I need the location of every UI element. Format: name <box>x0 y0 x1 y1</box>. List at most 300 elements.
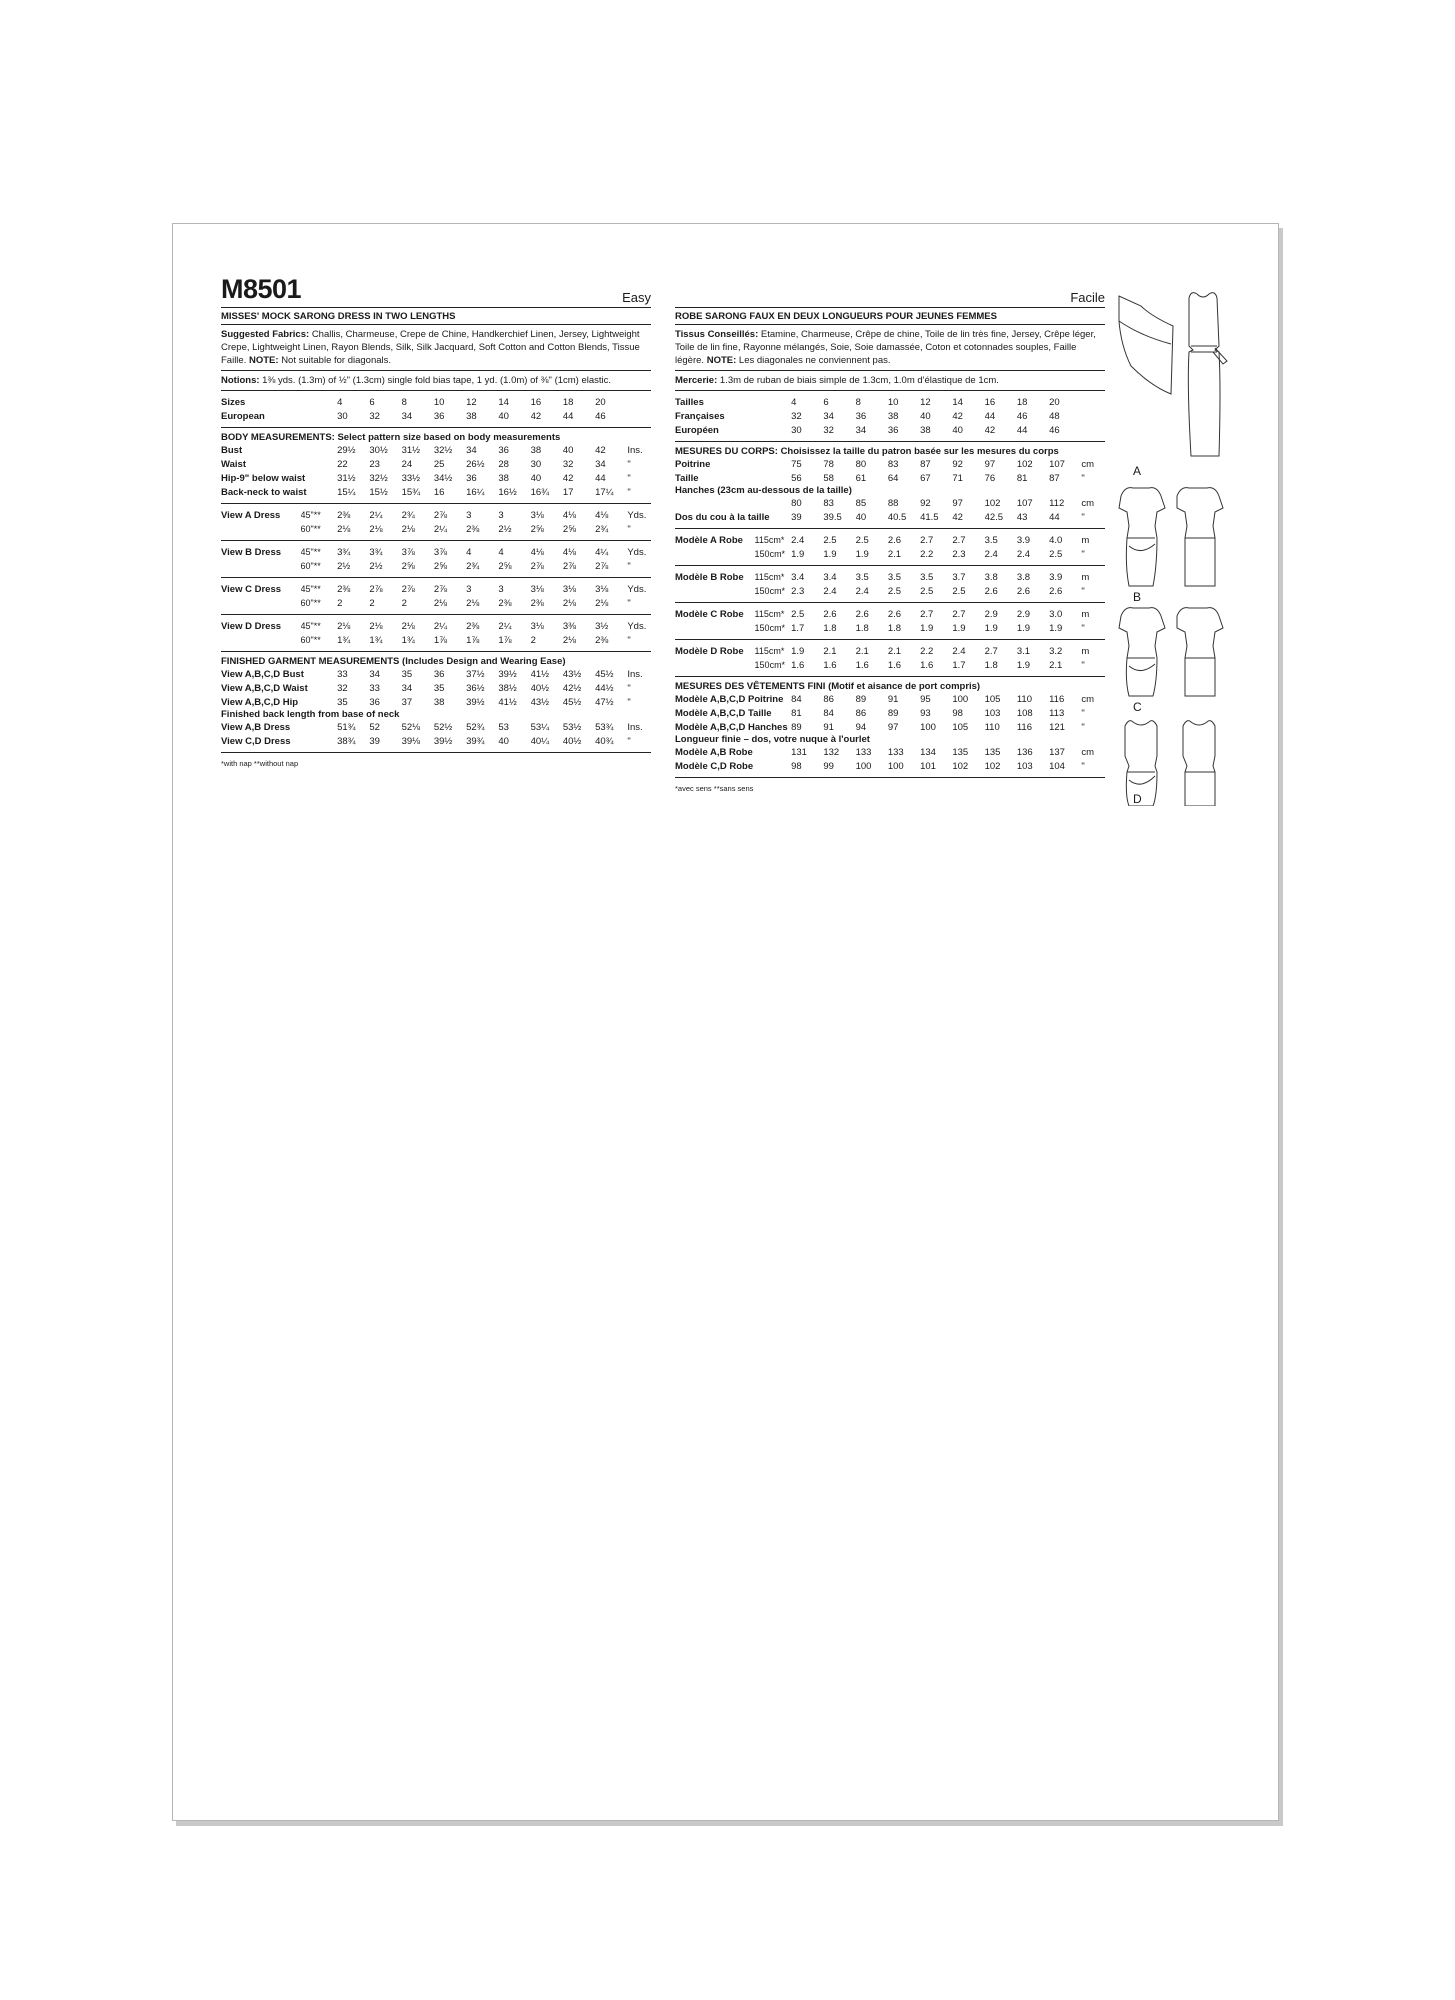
unit-cell: Yds. <box>627 583 647 595</box>
table-cell: 2⅝ <box>562 523 577 535</box>
table-cell: 2⅝ <box>498 560 512 572</box>
table-cell: 17¼ <box>595 486 614 498</box>
row-label: View A,B,C,D Hip <box>221 696 299 708</box>
table-cell: 2.7 <box>952 534 966 546</box>
table-cell: 4⅛ <box>595 509 609 521</box>
table-cell: 14 <box>498 396 509 408</box>
table-cell: 30½ <box>369 444 388 456</box>
notions-text: 1⅜ yds. (1.3m) of ½" (1.3cm) single fold bias tape, 1 yd. (1.0m) of ⅜" (1cm) elastic. <box>262 375 612 386</box>
table-cell: 32 <box>562 458 574 470</box>
table-cell: 2.5 <box>1049 548 1063 560</box>
table-cell: 1.8 <box>855 622 869 634</box>
table-cell: 133 <box>887 746 904 758</box>
table-cell: 1.6 <box>887 659 902 671</box>
table-cell: 45½ <box>562 696 582 708</box>
unit-cell: " <box>1081 760 1085 772</box>
table-cell: 2⅜ <box>337 509 351 521</box>
table-cell: 38 <box>466 410 477 422</box>
table-cell: 48 <box>1049 410 1060 422</box>
table-cell: 44 <box>1049 511 1060 523</box>
table-cell: 2.5 <box>823 534 837 546</box>
table-cell: 3.0 <box>1049 608 1063 620</box>
body-measurements-section-fr <box>675 446 1105 529</box>
table-row <box>675 533 1105 547</box>
fabric-width: 60"** <box>300 598 321 608</box>
table-cell: 2⅛ <box>401 523 415 535</box>
finished-measurements-title-fr: MESURES DES VÊTEMENTS FINI (Motif et aisance de port compris) <box>675 681 981 692</box>
table-cell: 1¾ <box>369 634 383 646</box>
table-cell: 1.9 <box>920 622 934 634</box>
table-cell: 2⅝ <box>530 523 544 535</box>
table-cell: 22 <box>337 458 348 470</box>
table-cell: 2.5 <box>920 585 934 597</box>
view-a-front-drawing <box>1188 293 1227 456</box>
unit-cell: cm <box>1081 693 1095 705</box>
table-row <box>221 443 651 457</box>
table-row <box>675 745 1105 759</box>
unit-cell <box>627 409 651 423</box>
sizes-table <box>221 395 651 423</box>
body-measurements-title-fr: MESURES DU CORPS: Choisissez la taille du patron basée sur les mesures du corps <box>675 446 1059 457</box>
table-cell: 39½ <box>498 668 517 680</box>
table-cell: 2⅞ <box>401 583 415 595</box>
yardage-table <box>221 619 651 647</box>
unit-cell: " <box>1081 585 1085 597</box>
table-cell: 2.2 <box>920 645 934 657</box>
table-cell: 2.4 <box>1016 548 1031 560</box>
table-cell: 2⅛ <box>433 597 448 609</box>
footnote-fr: *avec sens **sans sens <box>675 784 754 793</box>
table-cell: 2 <box>530 634 536 646</box>
unit-cell: " <box>1081 472 1085 484</box>
table-row <box>221 695 651 709</box>
table-cell: 1.8 <box>887 622 902 634</box>
row-label: View C,D Dress <box>221 735 291 747</box>
row-label: Modèle A,B,C,D Hanches <box>675 721 788 733</box>
view-label: View A Dress <box>221 509 281 521</box>
table-cell: 2⅞ <box>369 583 383 595</box>
unit-cell: " <box>627 472 631 484</box>
table-cell: 97 <box>984 458 996 470</box>
table-cell: 4 <box>337 396 343 408</box>
table-cell: 41½ <box>530 668 550 680</box>
table-cell: 43½ <box>562 668 582 680</box>
fabric-width: 115cm* <box>754 535 785 545</box>
table-cell: 40 <box>562 444 574 456</box>
table-cell: 2⅞ <box>530 560 544 572</box>
table-cell: 42 <box>952 410 963 422</box>
table-cell: 83 <box>823 497 834 509</box>
unit-cell <box>1081 423 1105 437</box>
unit-cell: " <box>1081 511 1085 523</box>
table-cell: 30 <box>337 410 348 422</box>
table-cell: 39½ <box>466 696 485 708</box>
table-cell: 1.9 <box>823 548 837 560</box>
table-cell: 30 <box>530 458 542 470</box>
table-cell: 1⅞ <box>433 634 448 646</box>
table-cell: 110 <box>1016 693 1032 705</box>
row-label: Modèle A,B Robe <box>675 746 753 758</box>
table-cell: 39¾ <box>466 735 485 747</box>
unit-cell: cm <box>1081 746 1095 758</box>
table-cell: 1.8 <box>823 622 837 634</box>
unit-cell: m <box>1081 571 1090 583</box>
table-cell: 52⅛ <box>401 721 421 733</box>
unit-cell: " <box>1081 659 1085 671</box>
table-cell: 3.5 <box>887 571 902 583</box>
pattern-back-sheet <box>172 223 1279 1821</box>
table-cell: 44 <box>562 410 574 422</box>
table-cell: 15¼ <box>337 486 356 498</box>
pattern-number: M8501 <box>221 274 302 304</box>
table-cell: 53 <box>498 721 509 733</box>
table-cell: 131 <box>791 746 807 758</box>
table-cell: 2½ <box>369 560 383 572</box>
unit-cell: " <box>1081 707 1085 719</box>
table-cell: 3.4 <box>791 571 805 583</box>
table-cell: 1.9 <box>952 622 966 634</box>
view-label <box>221 596 301 610</box>
table-cell: 33 <box>337 668 348 680</box>
yardage-table <box>675 607 1105 635</box>
unit-cell: m <box>1081 645 1090 657</box>
table-cell: 40 <box>530 472 542 484</box>
table-cell: 2.9 <box>1016 608 1031 620</box>
table-cell: 2⅞ <box>433 509 448 521</box>
table-cell: 2⅝ <box>433 560 448 572</box>
table-cell: 20 <box>1049 396 1060 408</box>
table-cell: 104 <box>1049 760 1065 772</box>
table-cell: 1.9 <box>984 622 998 634</box>
table-cell: 43 <box>1016 511 1028 523</box>
sizes-table-fr <box>675 395 1105 437</box>
table-cell: 6 <box>823 396 829 408</box>
table-row <box>221 457 651 471</box>
table-cell: 16¾ <box>530 486 550 498</box>
table-cell: 2¾ <box>401 509 415 521</box>
table-cell: 2⅛ <box>562 634 577 646</box>
table-cell: 97 <box>887 721 899 733</box>
table-cell: 2.6 <box>855 608 869 620</box>
table-cell: 91 <box>823 721 834 733</box>
table-cell: 100 <box>887 760 904 772</box>
table-cell: 81 <box>791 707 802 719</box>
table-cell: 45½ <box>595 668 614 680</box>
table-cell: 87 <box>1049 472 1060 484</box>
table-cell: 42½ <box>562 682 582 694</box>
table-cell: 58 <box>823 472 834 484</box>
table-cell: 34 <box>369 668 380 680</box>
table-cell: 113 <box>1049 707 1065 719</box>
table-cell: 42 <box>530 410 542 422</box>
view-label <box>675 584 755 598</box>
table-cell: 2 <box>369 597 375 609</box>
table-cell: 86 <box>855 707 867 719</box>
view-illustrations <box>1111 286 1261 806</box>
table-cell: 53¼ <box>530 721 550 733</box>
table-cell: 33 <box>369 682 380 694</box>
table-cell: 25 <box>433 458 445 470</box>
fabric-width: 150cm* <box>754 660 786 670</box>
body-measurements-title: BODY MEASUREMENTS: Select pattern size based on body measurements <box>221 432 561 443</box>
row-label: Dos du cou à la taille <box>675 511 770 523</box>
table-cell: 20 <box>595 396 606 408</box>
table-cell: 32½ <box>369 472 388 484</box>
table-cell: 36 <box>887 424 899 436</box>
sizes-section <box>221 395 651 428</box>
table-cell: 98 <box>791 760 802 772</box>
unit-cell <box>627 395 651 409</box>
table-cell: 41½ <box>498 696 517 708</box>
view-label: Modèle C Robe <box>675 608 744 620</box>
table-cell: 2.1 <box>823 645 837 657</box>
table-cell: 2.5 <box>791 608 805 620</box>
table-cell: 2.4 <box>855 585 869 597</box>
table-cell: 3.5 <box>855 571 869 583</box>
fabric-width: 115cm* <box>754 572 785 582</box>
english-column <box>221 274 651 768</box>
unit-cell <box>1081 395 1105 409</box>
table-cell: 40½ <box>562 735 582 747</box>
table-cell: 2.6 <box>887 534 902 546</box>
difficulty-label: Easy <box>622 290 651 305</box>
table-row <box>675 584 1105 598</box>
table-cell: 2⅛ <box>595 597 609 609</box>
table-cell: 40 <box>855 511 867 523</box>
table-cell: 44 <box>595 472 606 484</box>
table-cell: 1.9 <box>1016 622 1031 634</box>
table-cell: 40 <box>498 410 509 422</box>
table-row <box>221 559 651 573</box>
unit-cell: Ins. <box>627 721 643 733</box>
finished-measurements-title: FINISHED GARMENT MEASUREMENTS (Includes Design and Wearing Ease) <box>221 656 566 667</box>
unit-cell: " <box>627 458 631 470</box>
table-cell: 1.9 <box>1016 659 1031 671</box>
table-cell: 2⅛ <box>562 597 577 609</box>
table-row <box>675 471 1105 485</box>
table-cell: 3⅛ <box>530 620 544 632</box>
table-cell: 16¼ <box>466 486 485 498</box>
table-cell: 2⅞ <box>562 560 577 572</box>
view-label <box>221 559 301 573</box>
table-cell: 2 <box>337 597 343 609</box>
table-cell: 64 <box>887 472 899 484</box>
table-cell: 2.5 <box>855 534 869 546</box>
unit-cell: " <box>1081 622 1085 634</box>
table-cell: 35 <box>433 682 445 694</box>
table-cell: 3.5 <box>920 571 934 583</box>
table-cell: 3⅞ <box>433 546 448 558</box>
row-label: View A,B Dress <box>221 721 291 733</box>
table-row <box>221 471 651 485</box>
hip-label-fr: Hanches (23cm au-dessous de la taille) <box>675 485 852 496</box>
table-cell: 43½ <box>530 696 550 708</box>
table-row <box>675 759 1105 773</box>
view-label: View B Dress <box>221 546 282 558</box>
table-cell: 101 <box>920 760 936 772</box>
finished-measurements-table-fr <box>675 692 1105 734</box>
table-cell: 3.9 <box>1016 534 1031 546</box>
table-cell: 3.1 <box>1016 645 1031 657</box>
table-cell: 71 <box>952 472 963 484</box>
table-cell: 2⅛ <box>337 523 351 535</box>
table-row <box>221 734 651 748</box>
note-label-fr: NOTE: <box>706 355 737 366</box>
table-cell: 136 <box>1016 746 1033 758</box>
fabric-width: 45"** <box>300 510 321 520</box>
sizes-section-fr <box>675 395 1105 442</box>
table-cell: 94 <box>855 721 867 733</box>
unit-cell: " <box>1081 721 1085 733</box>
table-cell: 1⅞ <box>466 634 480 646</box>
yardage-table <box>221 545 651 573</box>
table-cell: 93 <box>920 707 931 719</box>
table-cell: 2¼ <box>498 620 512 632</box>
table-cell: 116 <box>1049 693 1065 705</box>
unit-cell: m <box>1081 534 1090 546</box>
table-row <box>221 545 651 559</box>
table-cell: 12 <box>920 396 931 408</box>
table-row <box>221 485 651 499</box>
dress-line-drawings <box>1111 286 1261 806</box>
table-cell: 3⅜ <box>562 620 577 632</box>
table-cell: 92 <box>952 458 963 470</box>
table-cell: 88 <box>887 497 899 509</box>
table-cell: 1.9 <box>791 645 805 657</box>
table-cell: 39 <box>369 735 380 747</box>
table-row <box>221 720 651 734</box>
unit-cell <box>1081 409 1105 423</box>
table-cell: 102 <box>984 497 1001 509</box>
table-cell: 2⅛ <box>337 620 351 632</box>
table-cell: 39 <box>791 511 802 523</box>
fabric-width: 45"** <box>300 621 321 631</box>
table-cell: 134 <box>920 746 936 758</box>
table-cell: 36 <box>498 444 509 456</box>
table-cell: 37 <box>401 696 413 708</box>
table-cell: 4.0 <box>1049 534 1063 546</box>
footnote: *with nap **without nap <box>221 759 299 768</box>
table-cell: 2⅛ <box>369 523 383 535</box>
table-cell: 40.5 <box>887 511 907 523</box>
table-cell: 108 <box>1016 707 1033 719</box>
view-label <box>675 621 755 635</box>
table-cell: 92 <box>920 497 931 509</box>
table-row <box>675 570 1105 584</box>
table-cell: 1.8 <box>984 659 998 671</box>
row-label: Waist <box>221 458 246 470</box>
table-cell: 47½ <box>595 696 614 708</box>
table-row <box>675 510 1105 524</box>
fabric-width: 45"** <box>300 584 321 594</box>
view-label: Modèle B Robe <box>675 571 744 583</box>
table-cell: 89 <box>855 693 867 705</box>
table-cell: 40 <box>952 424 963 436</box>
table-cell: 3.8 <box>984 571 998 583</box>
table-cell: 34 <box>595 458 606 470</box>
table-row <box>675 547 1105 561</box>
table-cell: 1.9 <box>1049 622 1063 634</box>
table-cell: 32 <box>337 682 348 694</box>
table-cell: 2.4 <box>952 645 966 657</box>
row-label: View A,B,C,D Bust <box>221 668 304 680</box>
table-cell: 40½ <box>530 682 550 694</box>
table-cell: 2.4 <box>984 548 998 560</box>
table-cell: 2⅜ <box>595 634 609 646</box>
table-cell: 42 <box>562 472 574 484</box>
table-cell: 10 <box>887 396 899 408</box>
table-cell: 67 <box>920 472 931 484</box>
table-cell: 2⅛ <box>369 620 383 632</box>
table-cell: 132 <box>823 746 840 758</box>
hip-table-fr <box>675 496 1105 524</box>
table-cell: 135 <box>984 746 1001 758</box>
table-cell: 38½ <box>498 682 517 694</box>
table-cell: 121 <box>1049 721 1065 733</box>
fabric-width: 45"** <box>300 547 321 557</box>
table-cell: 14 <box>952 396 963 408</box>
row-label: Bust <box>221 444 243 456</box>
table-cell: 38 <box>433 696 445 708</box>
view-label-b: B <box>1133 590 1142 604</box>
table-cell: 2⅛ <box>401 620 415 632</box>
table-cell: 102 <box>984 760 1001 772</box>
table-cell: 36 <box>433 668 445 680</box>
table-cell: 80 <box>791 497 802 509</box>
table-cell: 1.6 <box>855 659 869 671</box>
table-cell: 2⅜ <box>498 597 512 609</box>
table-row <box>675 457 1105 471</box>
table-cell: 102 <box>952 760 969 772</box>
table-row <box>221 619 651 633</box>
table-cell: 2.7 <box>952 608 966 620</box>
table-cell: 1.9 <box>855 548 869 560</box>
table-cell: 105 <box>952 721 969 733</box>
notions-text-fr: 1.3m de ruban de biais simple de 1.3cm, 1.0m d'élastique de 1cm. <box>719 375 999 386</box>
table-cell: 4¼ <box>595 546 609 558</box>
table-row <box>675 720 1105 734</box>
view-label: View D Dress <box>221 620 282 632</box>
table-cell: 2.1 <box>887 548 902 560</box>
yardage-table <box>675 570 1105 598</box>
pattern-title-fr: ROBE SARONG FAUX EN DEUX LONGUEURS POUR JEUNES FEMMES <box>675 311 1105 325</box>
table-row <box>675 496 1105 510</box>
table-cell: 2.6 <box>1049 585 1063 597</box>
table-cell: 2 <box>401 597 407 609</box>
table-cell: 116 <box>1016 721 1032 733</box>
unit-cell: " <box>1081 548 1085 560</box>
fabric-width: 150cm* <box>754 586 786 596</box>
table-row <box>221 596 651 610</box>
table-row <box>675 706 1105 720</box>
table-row <box>221 667 651 681</box>
table-cell: 91 <box>887 693 899 705</box>
table-cell: 2.1 <box>887 645 902 657</box>
view-label-d: D <box>1133 792 1142 806</box>
table-cell: 2.5 <box>952 585 966 597</box>
table-cell: 2.7 <box>920 534 934 546</box>
table-cell: 3¾ <box>369 546 383 558</box>
table-cell: 1.6 <box>791 659 805 671</box>
yardage-section <box>221 545 651 578</box>
table-cell: 51¾ <box>337 721 356 733</box>
row-label: Poitrine <box>675 458 711 470</box>
table-cell: 44 <box>984 410 996 422</box>
table-cell: 103 <box>984 707 1001 719</box>
table-cell: 44 <box>1016 424 1028 436</box>
row-label: Tailles <box>675 396 704 408</box>
table-cell: 4⅛ <box>562 509 577 521</box>
